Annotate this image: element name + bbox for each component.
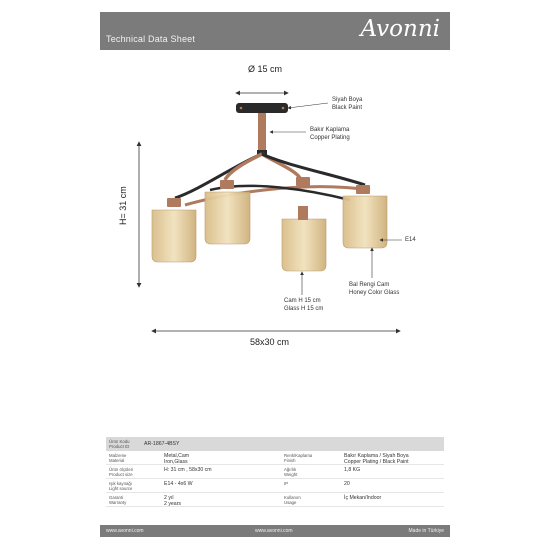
spec-label-right: IP	[284, 481, 289, 486]
spec-label-right: Ağırlık Weight	[284, 467, 298, 477]
spec-row	[106, 493, 444, 507]
spec-value-right: 1,8 KG	[344, 467, 361, 473]
copper-stem	[258, 113, 266, 153]
diameter-label: Ø 15 cm	[248, 64, 283, 74]
product-drawing	[100, 50, 450, 350]
glass-height-callout: Cam H 15 cm Glass H 15 cm	[284, 298, 324, 312]
spec-value-right: İç Mekan/Indoor	[344, 495, 382, 501]
height-label: H= 31 cm	[118, 186, 128, 225]
glass-shade-2	[205, 192, 250, 244]
spec-value-left: Metal,Cam Iron,Glass	[164, 453, 190, 465]
spec-value-right: Bakır Kaplama / Siyah Boya Copper Plating / Black Paint	[344, 453, 409, 465]
spec-row	[106, 451, 444, 465]
width-label: 58x30 cm	[250, 337, 290, 347]
chandelier-illustration	[100, 50, 450, 350]
header-bar	[100, 12, 450, 50]
ceiling-canopy	[236, 103, 288, 113]
spec-label-right: Kullanım Usage	[284, 495, 301, 505]
glass-color-callout: Bal Rengi Cam Honey Color Glass	[349, 282, 400, 296]
spec-label-left: Ürün ölçüleri Product size	[109, 467, 134, 477]
paint-callout: Siyah Boya Black Paint	[332, 97, 363, 111]
product-id: AR-1867-4BSY	[144, 441, 180, 447]
spec-value-right: 20	[344, 481, 350, 487]
spec-row	[106, 465, 444, 479]
spec-value-left: E14 - 4x6 W	[164, 481, 193, 487]
socket-callout: E14	[405, 237, 416, 243]
sheet-title: Technical Data Sheet	[106, 34, 196, 44]
spec-table-header: Ürün Kodu Product ID AR-1867-4BSY	[106, 437, 444, 451]
footer-right: Made in Türkiye	[408, 528, 444, 534]
spec-value-left: H: 31 cm , 58x30 cm	[164, 467, 212, 473]
data-sheet-page	[100, 12, 450, 538]
footer-bar	[100, 525, 450, 537]
footer-left: www.avonni.com	[106, 528, 144, 534]
glass-shade-3	[282, 219, 326, 271]
spec-label-left: Malzeme Material	[109, 453, 127, 463]
spec-label-left: Garanti Warranty	[109, 495, 127, 505]
footer-center: www.avonni.com	[255, 528, 293, 534]
glass-shade-1	[152, 210, 196, 262]
spec-label-left: Işık kaynağı Light source	[109, 481, 133, 491]
brand-logo: Avonni	[360, 16, 440, 42]
spec-value-left: 2 yıl 2 years	[164, 495, 182, 507]
spec-table	[106, 437, 444, 507]
plating-callout: Bakır Kaplama Copper Plating	[310, 127, 350, 141]
spec-label-right: Renk/Kaplama Finish	[284, 453, 313, 463]
spec-row	[106, 479, 444, 493]
